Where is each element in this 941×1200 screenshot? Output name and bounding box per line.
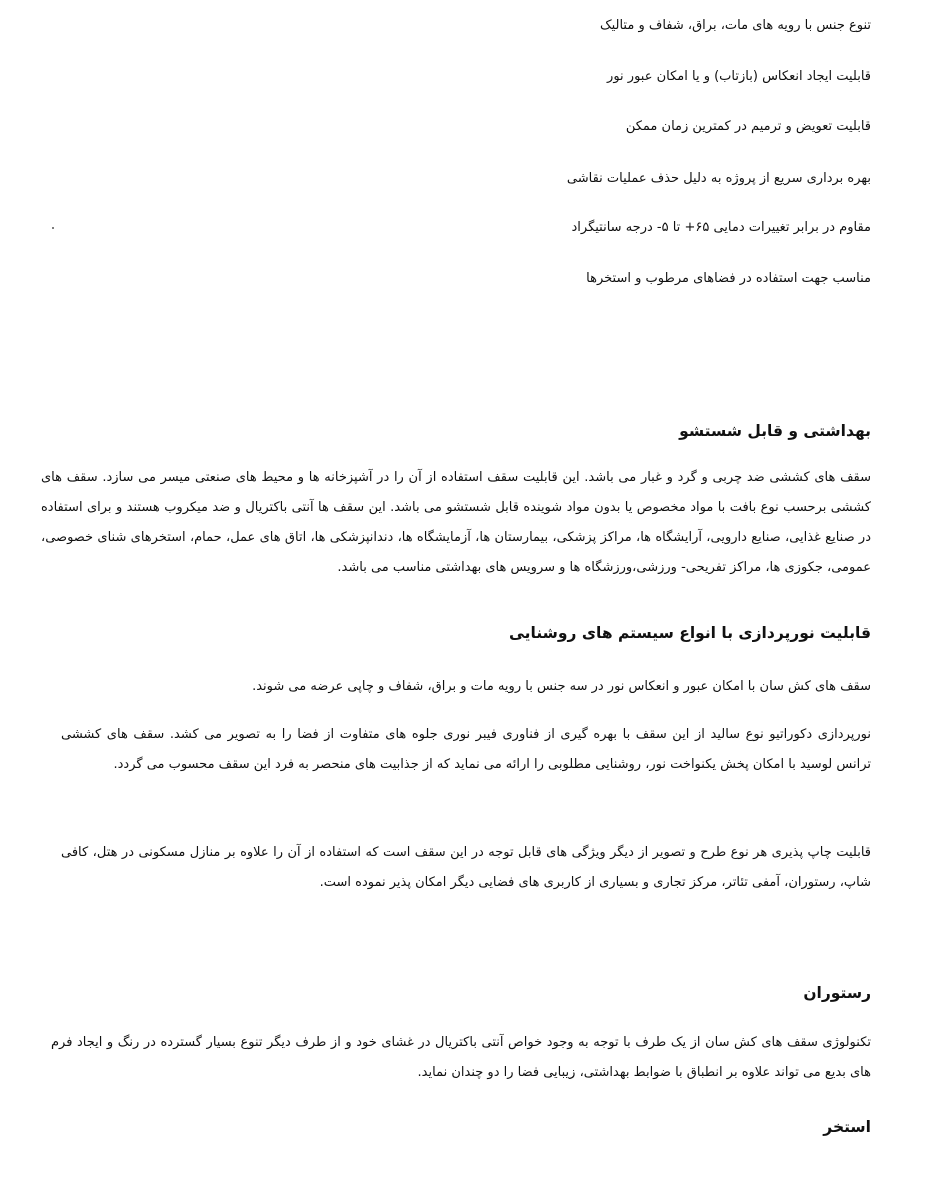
feature-item: تنوع جنس با رویه های مات، براق، شفاف و متالیک [599, 18, 871, 33]
restaurant-paragraph: تکنولوژی سقف های کش سان از یک طرف با توجه به وجود خواص آنتی باکتریال در غشای خود و از طرف دیگر تنوع بسیار گسترده در رنگ و ایجاد فرم های بدیع می تواند علاوه بر انطباق با ضوابط بهداشتی، زیبایی فضا را دو چندان نماید. [51, 1035, 871, 1080]
scan-speck [52, 227, 54, 229]
hygiene-heading: بهداشتی و قابل شستشو [679, 422, 871, 440]
feature-item: مناسب جهت استفاده در فضاهای مرطوب و استخرها [586, 271, 871, 286]
lighting-heading: قابلیت نورپردازی با انواع سیستم های روشنایی [509, 624, 871, 642]
feature-item: قابلیت تعویض و ترمیم در کمترین زمان ممکن [625, 119, 871, 134]
lighting-paragraph-2: نورپردازی دکوراتیو نوع سالید از این سقف با بهره گیری از فناوری فیبر نوری جلوه های متفاوت از فضا را به تصویر می کشد. سقف های کششی ترانس لوسید با امکان پخش یکنواخت نور، روشنایی مطلوبی را ارائه می نماید که از جذابیت های منحصر به فرد این سقف محسوب می گردد. [61, 727, 871, 772]
pool-heading: استخر [823, 1118, 871, 1136]
feature-item: مقاوم در برابر تغییرات دمایی ۶۵+ تا ۵- درجه سانتیگراد [571, 220, 871, 235]
restaurant-heading: رستوران [803, 984, 871, 1002]
hygiene-paragraph: سقف های کششی ضد چربی و گرد و غبار می باشد. این قابلیت سقف استفاده از آن را در آشپزخانه ها و محیط های صنعتی میسر می سازد. سقف های کششی برحسب نوع بافت با مواد مخصوص یا بدون مواد شوینده قابل شستشو می باشد. این سقف ها آنتی باکتریال و ضد میکروب هستند و برای استفاده در صنایع غذایی، صنایع دارویی، آرایشگاه ها، مراکز پزشکی، بیمارستان ها، آزمایشگاه ها، دندانپزشکی ها، اتاق های عمل، حمام، استخرهای شنای خصوصی، عمومی، جکوزی ها، مراکز تفریحی- ورزشی،ورزشگاه ها و سرویس های بهداشتی مناسب می باشد. [41, 470, 871, 575]
feature-item: بهره برداری سریع از پروژه به دلیل حذف عملیات نقاشی [566, 171, 871, 186]
lighting-paragraph-3: قابلیت چاپ پذیری هر نوع طرح و تصویر از دیگر ویژگی های قابل توجه در این سقف است که استفاده از آن را علاوه بر منازل مسکونی در هتل، کافی شاپ، رستوران، آمفی تئاتر، مرکز تجاری و بسیاری از کاربری های فضایی دیگر امکان پذیر نموده است. [61, 845, 871, 890]
lighting-paragraph-1: سقف های کش سان با امکان عبور و انعکاس نور در سه جنس با رویه مات و براق، شفاف و چاپی عرضه می شوند. [252, 679, 871, 694]
feature-item: قابلیت ایجاد انعکاس (بازتاب) و یا امکان عبور نور [607, 69, 871, 84]
